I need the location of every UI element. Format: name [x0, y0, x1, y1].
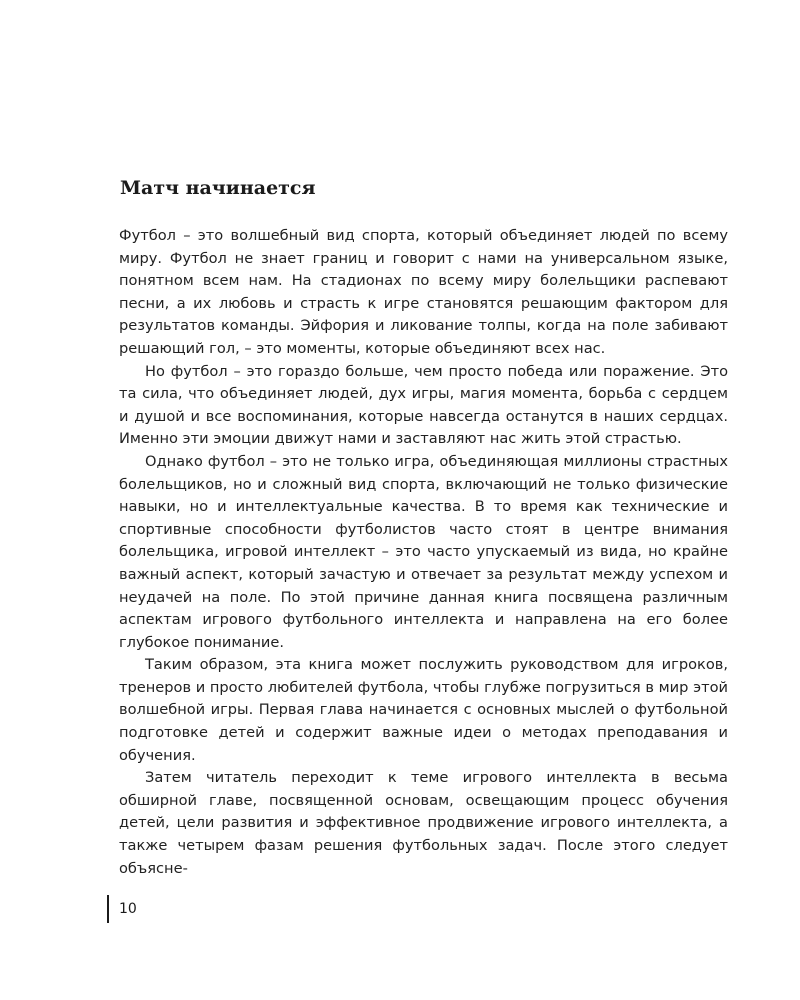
paragraph: Но футбол – это гораздо больше, чем просто победа или поражение. Это та сила, что объединяет людей, дух игры, магия момента, борьба с сердцем и душой и все воспоминания, которые навсегда останутся в наших сердцах. Именно эти эмоции движут нами и заставляют нас жить этой страстью.	[119, 362, 728, 448]
paragraph: Однако футбол – это не только игра, объединяющая миллионы страстных болельщиков, но и сложный вид спорта, включающий не только физические навыки, но и интеллектуальные качества. В то время как технические и спортивные способности футболистов часто стоят в центре внимания болельщика, игровой интеллект – это часто упускаемый из вида, но крайне важный аспект, который зачастую и отвечает за результат между успехом и неудачей на поле. По этой причине данная книга посвящена различным аспектам игрового футбольного интеллекта и направлена на его более глубокое понимание.	[119, 452, 728, 651]
paragraph-last: Затем читатель переходит к теме игрового интеллекта в весьма обширной главе, посвященной основам, освещающим процесс обучения детей, цели развития и эффективное продвижение игрового интеллекта, а также четырем фазам решения футбольных задач. После этого следует объясне-	[119, 769, 728, 877]
paragraph: Таким образом, эта книга может послужить руководством для игроков, тренеров и просто любителей футбола, чтобы глубже погрузиться в мир этой волшебной игры. Первая глава начинается с основных мыслей о футбольной подготовке детей и содержит важные идеи о методах преподавания и обучения.	[119, 656, 728, 764]
paragraph: Футбол – это волшебный вид спорта, который объединяет людей по всему миру. Футбол не знает границ и говорит с нами на универсальном языке, понятном всем нам. На стадионах по всему миру болельщики распевают песни, а их любовь и страсть к игре становятся решающим фактором для результатов команды. Эйфория и ликование толпы, когда на поле забивают решающий гол, – это моменты, которые объединяют всех нас.	[119, 227, 728, 357]
chapter-heading: Матч начинается	[120, 177, 316, 199]
body-text	[119, 225, 728, 880]
page-number: 10	[107, 895, 137, 923]
